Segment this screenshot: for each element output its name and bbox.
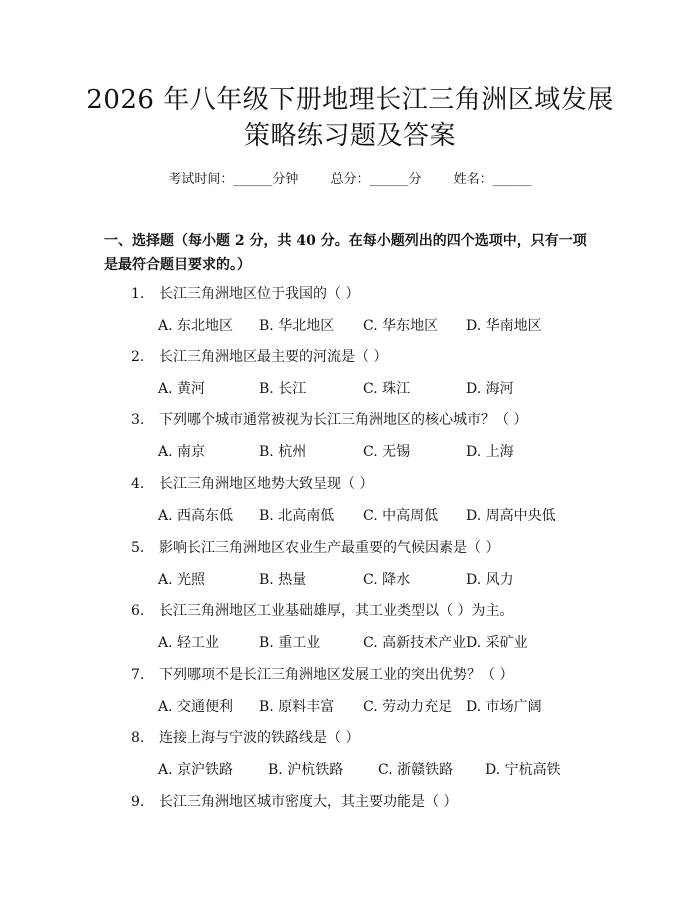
question-number: 9. bbox=[131, 794, 145, 810]
answer-option: B. 长江 bbox=[259, 381, 307, 397]
question bbox=[131, 664, 513, 684]
question-text: 长江三角洲地区城市密度大，其主要功能是（ ） bbox=[159, 794, 458, 810]
answer-option: C. 浙赣铁路 bbox=[378, 762, 454, 778]
exam-time: 考试时间：______分钟 bbox=[168, 172, 299, 187]
answer-option: D. 市场广阔 bbox=[466, 699, 542, 715]
section-heading-choice: 一、选择题（每小题 2 分，共 40 分。在每小题列出的四个选项中，只有一项是最符合题目要求的。） bbox=[104, 233, 587, 273]
answer-option: A. 南京 bbox=[158, 444, 206, 460]
answer-option: C. 珠江 bbox=[363, 381, 411, 397]
answer-option: A. 京沪铁路 bbox=[158, 762, 234, 778]
answer-option: B. 杭州 bbox=[259, 444, 307, 460]
question bbox=[131, 346, 387, 366]
question-text: 长江三角洲地区地势大致呈现（ ） bbox=[159, 476, 374, 492]
question-number: 5. bbox=[131, 540, 145, 556]
exam-meta bbox=[0, 168, 700, 187]
question-number: 7. bbox=[131, 667, 145, 683]
question-number: 4. bbox=[131, 476, 145, 492]
answer-option: D. 上海 bbox=[466, 444, 514, 460]
question-text: 长江三角洲地区位于我国的（ ） bbox=[159, 286, 360, 302]
answer-option: D. 周高中央低 bbox=[466, 508, 556, 524]
answer-option: C. 降水 bbox=[363, 572, 411, 588]
question-text: 长江三角洲地区工业基础雄厚，其工业类型以（ ）为主。 bbox=[159, 603, 514, 619]
answer-option: C. 劳动力充足 bbox=[363, 699, 453, 715]
question-text: 下列哪个城市通常被视为长江三角洲地区的核心城市？（ ） bbox=[159, 412, 528, 428]
answer-option: D. 宁杭高铁 bbox=[485, 762, 561, 778]
question-number: 8. bbox=[131, 730, 145, 746]
answer-option: A. 黄河 bbox=[158, 381, 206, 397]
total-score: 总分：______分 bbox=[330, 172, 422, 187]
answer-option: B. 华北地区 bbox=[259, 318, 335, 334]
answer-option: D. 华南地区 bbox=[466, 318, 542, 334]
answer-option: C. 无锡 bbox=[363, 444, 411, 460]
question bbox=[131, 537, 499, 557]
question-text: 长江三角洲地区最主要的河流是（ ） bbox=[159, 349, 388, 365]
answer-option: B. 热量 bbox=[259, 572, 307, 588]
question-number: 1. bbox=[131, 286, 145, 302]
document-title-line1: 2026 年八年级下册地理长江三角洲区域发展 bbox=[86, 85, 614, 115]
answer-option: B. 北高南低 bbox=[259, 508, 335, 524]
question-number: 2. bbox=[131, 349, 145, 365]
answer-option: B. 原料丰富 bbox=[259, 699, 335, 715]
question bbox=[131, 727, 359, 747]
answer-option: C. 高新技术产业 bbox=[363, 635, 467, 651]
answer-option: A. 轻工业 bbox=[158, 635, 220, 651]
question-number: 6. bbox=[131, 603, 145, 619]
question bbox=[131, 791, 457, 811]
answer-option: B. 重工业 bbox=[259, 635, 321, 651]
answer-option: D. 采矿业 bbox=[466, 635, 528, 651]
answer-option: C. 华东地区 bbox=[363, 318, 439, 334]
answer-option: C. 中高周低 bbox=[363, 508, 439, 524]
question-text: 影响长江三角洲地区农业生产最重要的气候因素是（ ） bbox=[159, 540, 500, 556]
student-name: 姓名：______ bbox=[453, 172, 532, 187]
question bbox=[131, 600, 513, 620]
question-text: 下列哪项不是长江三角洲地区发展工业的突出优势？（ ） bbox=[159, 667, 514, 683]
answer-option: A. 交通便利 bbox=[158, 699, 234, 715]
answer-option: A. 光照 bbox=[158, 572, 206, 588]
question-number: 3. bbox=[131, 412, 145, 428]
answer-option: A. 东北地区 bbox=[158, 318, 234, 334]
question bbox=[131, 473, 373, 493]
question bbox=[131, 283, 359, 303]
question-text: 连接上海与宁波的铁路线是（ ） bbox=[159, 730, 360, 746]
answer-option: D. 海河 bbox=[466, 381, 514, 397]
answer-option: D. 风力 bbox=[466, 572, 514, 588]
document-title-line2: 策略练习题及答案 bbox=[243, 121, 456, 151]
answer-option: A. 西高东低 bbox=[158, 508, 234, 524]
answer-option: B. 沪杭铁路 bbox=[268, 762, 344, 778]
question bbox=[131, 409, 527, 429]
